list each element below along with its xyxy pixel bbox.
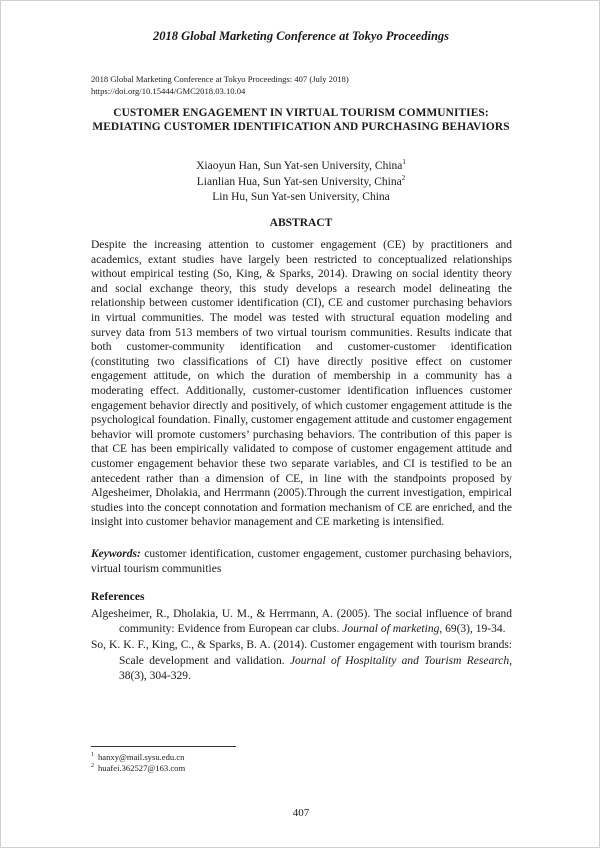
reference-journal: Journal of marketing: [342, 623, 440, 636]
reference-details: , 69(3), 19-34.: [439, 623, 506, 636]
citation-line: 2018 Global Marketing Conference at Tokyo Proceedings: 407 (July 2018): [91, 74, 349, 84]
running-header: 2018 Global Marketing Conference at Tokyo Proceedings: [152, 29, 450, 43]
keywords-label: Keywords:: [91, 548, 141, 560]
reference-item: [91, 638, 512, 684]
references-heading: References: [91, 591, 145, 603]
citation-block: [91, 74, 511, 97]
footnote-divider: [91, 746, 236, 747]
abstract-body: Despite the increasing attention to customer engagement (CE) by practitioners and academics, extant studies have largely been restricted to conceptualized relationships without empirical testing (So, King, & Sparks, 2014). Drawing on social identity theory and social exchange theory, this study develops a research model delineating the relationship between customer identification (CI), CE and customer purchasing behaviors in virtual communities. The model was tested with structural equation modeling and survey data from 513 members of two virtual tourism communities. Results indicate that both customer-community identification and customer-customer identification (constituting two classifications of CI) have directly positive effect on customer engagement attitude, on which the duration of membership in a community has a moderating effect. Additionally, customer-customer identification influences customer engagement behavior directly and positively, of which customer engagement attitude is the psychological foundation. Finally, customer engagement attitude and customer engagement behavior will promote customers’ purchasing behaviors. The contribution of this paper is that CE has been empirically validated to compose of customer engagement attitude and customer engagement behavior these two separate variables, and CI is testified to be an antecedent rather than a dimension of CE, in line with the standpoints proposed by Algesheimer, Dholakia, and Herrmann (2005).Through the current investigation, empirical studies into the concept connotation and formation mechanism of CE are enriched, and the insight into customer behavior management and CE marketing is intensified.: [91, 239, 512, 529]
keywords-text: customer identification, customer engagement, customer purchasing behaviors, virtual tourism communities: [91, 548, 513, 575]
author-name: Xiaoyun Han, Sun Yat-sen University, China: [196, 160, 403, 172]
references-list: [91, 607, 512, 685]
reference-details: , 38(3), 304-329.: [119, 654, 512, 682]
footnote-marker: 2: [401, 173, 406, 182]
doi-link[interactable]: https://doi.org/10.15444/GMC2018.03.10.04: [91, 85, 246, 96]
footnote-number: 1: [91, 752, 94, 759]
footnote-marker: 1: [402, 158, 406, 167]
keywords: [91, 547, 512, 576]
reference-text: Algesheimer, R., Dholakia, U. M., & Herrmann, A. (2005). The social influence of brand community: Evidence from European car clubs.: [91, 608, 512, 636]
author-name: Lin Hu, Sun Yat-sen University, China: [212, 191, 390, 203]
reference-journal: Journal of Hospitality and Tourism Research: [289, 654, 510, 667]
footnotes: [91, 752, 511, 774]
reference-item: [91, 607, 512, 637]
footnote-number: 2: [91, 763, 94, 770]
footnote-email[interactable]: huafei.362527@163.com: [98, 763, 186, 773]
footnote-item: [91, 763, 511, 774]
reference-text: So, K. K. F., King, C., & Sparks, B. A. (2014). Customer engagement with tourism brands: Scale development and validation.: [91, 639, 512, 667]
author-line: [91, 190, 511, 206]
author-name: Lianlian Hua, Sun Yat-sen University, China: [196, 175, 402, 188]
author-line: [91, 159, 511, 175]
author-list: [91, 159, 511, 206]
footnote-item: [91, 752, 511, 763]
footnote-email[interactable]: hanxy@mail.sysu.edu.cn: [98, 752, 185, 762]
abstract-heading: ABSTRACT: [269, 217, 333, 229]
author-line: [91, 175, 511, 191]
page-number: 407: [292, 807, 310, 819]
paper-title: CUSTOMER ENGAGEMENT IN VIRTUAL TOURISM COMMUNITIES: MEDIATING CUSTOMER IDENTIFICATION AND PURCHASING BEHAVIORS: [92, 107, 510, 133]
